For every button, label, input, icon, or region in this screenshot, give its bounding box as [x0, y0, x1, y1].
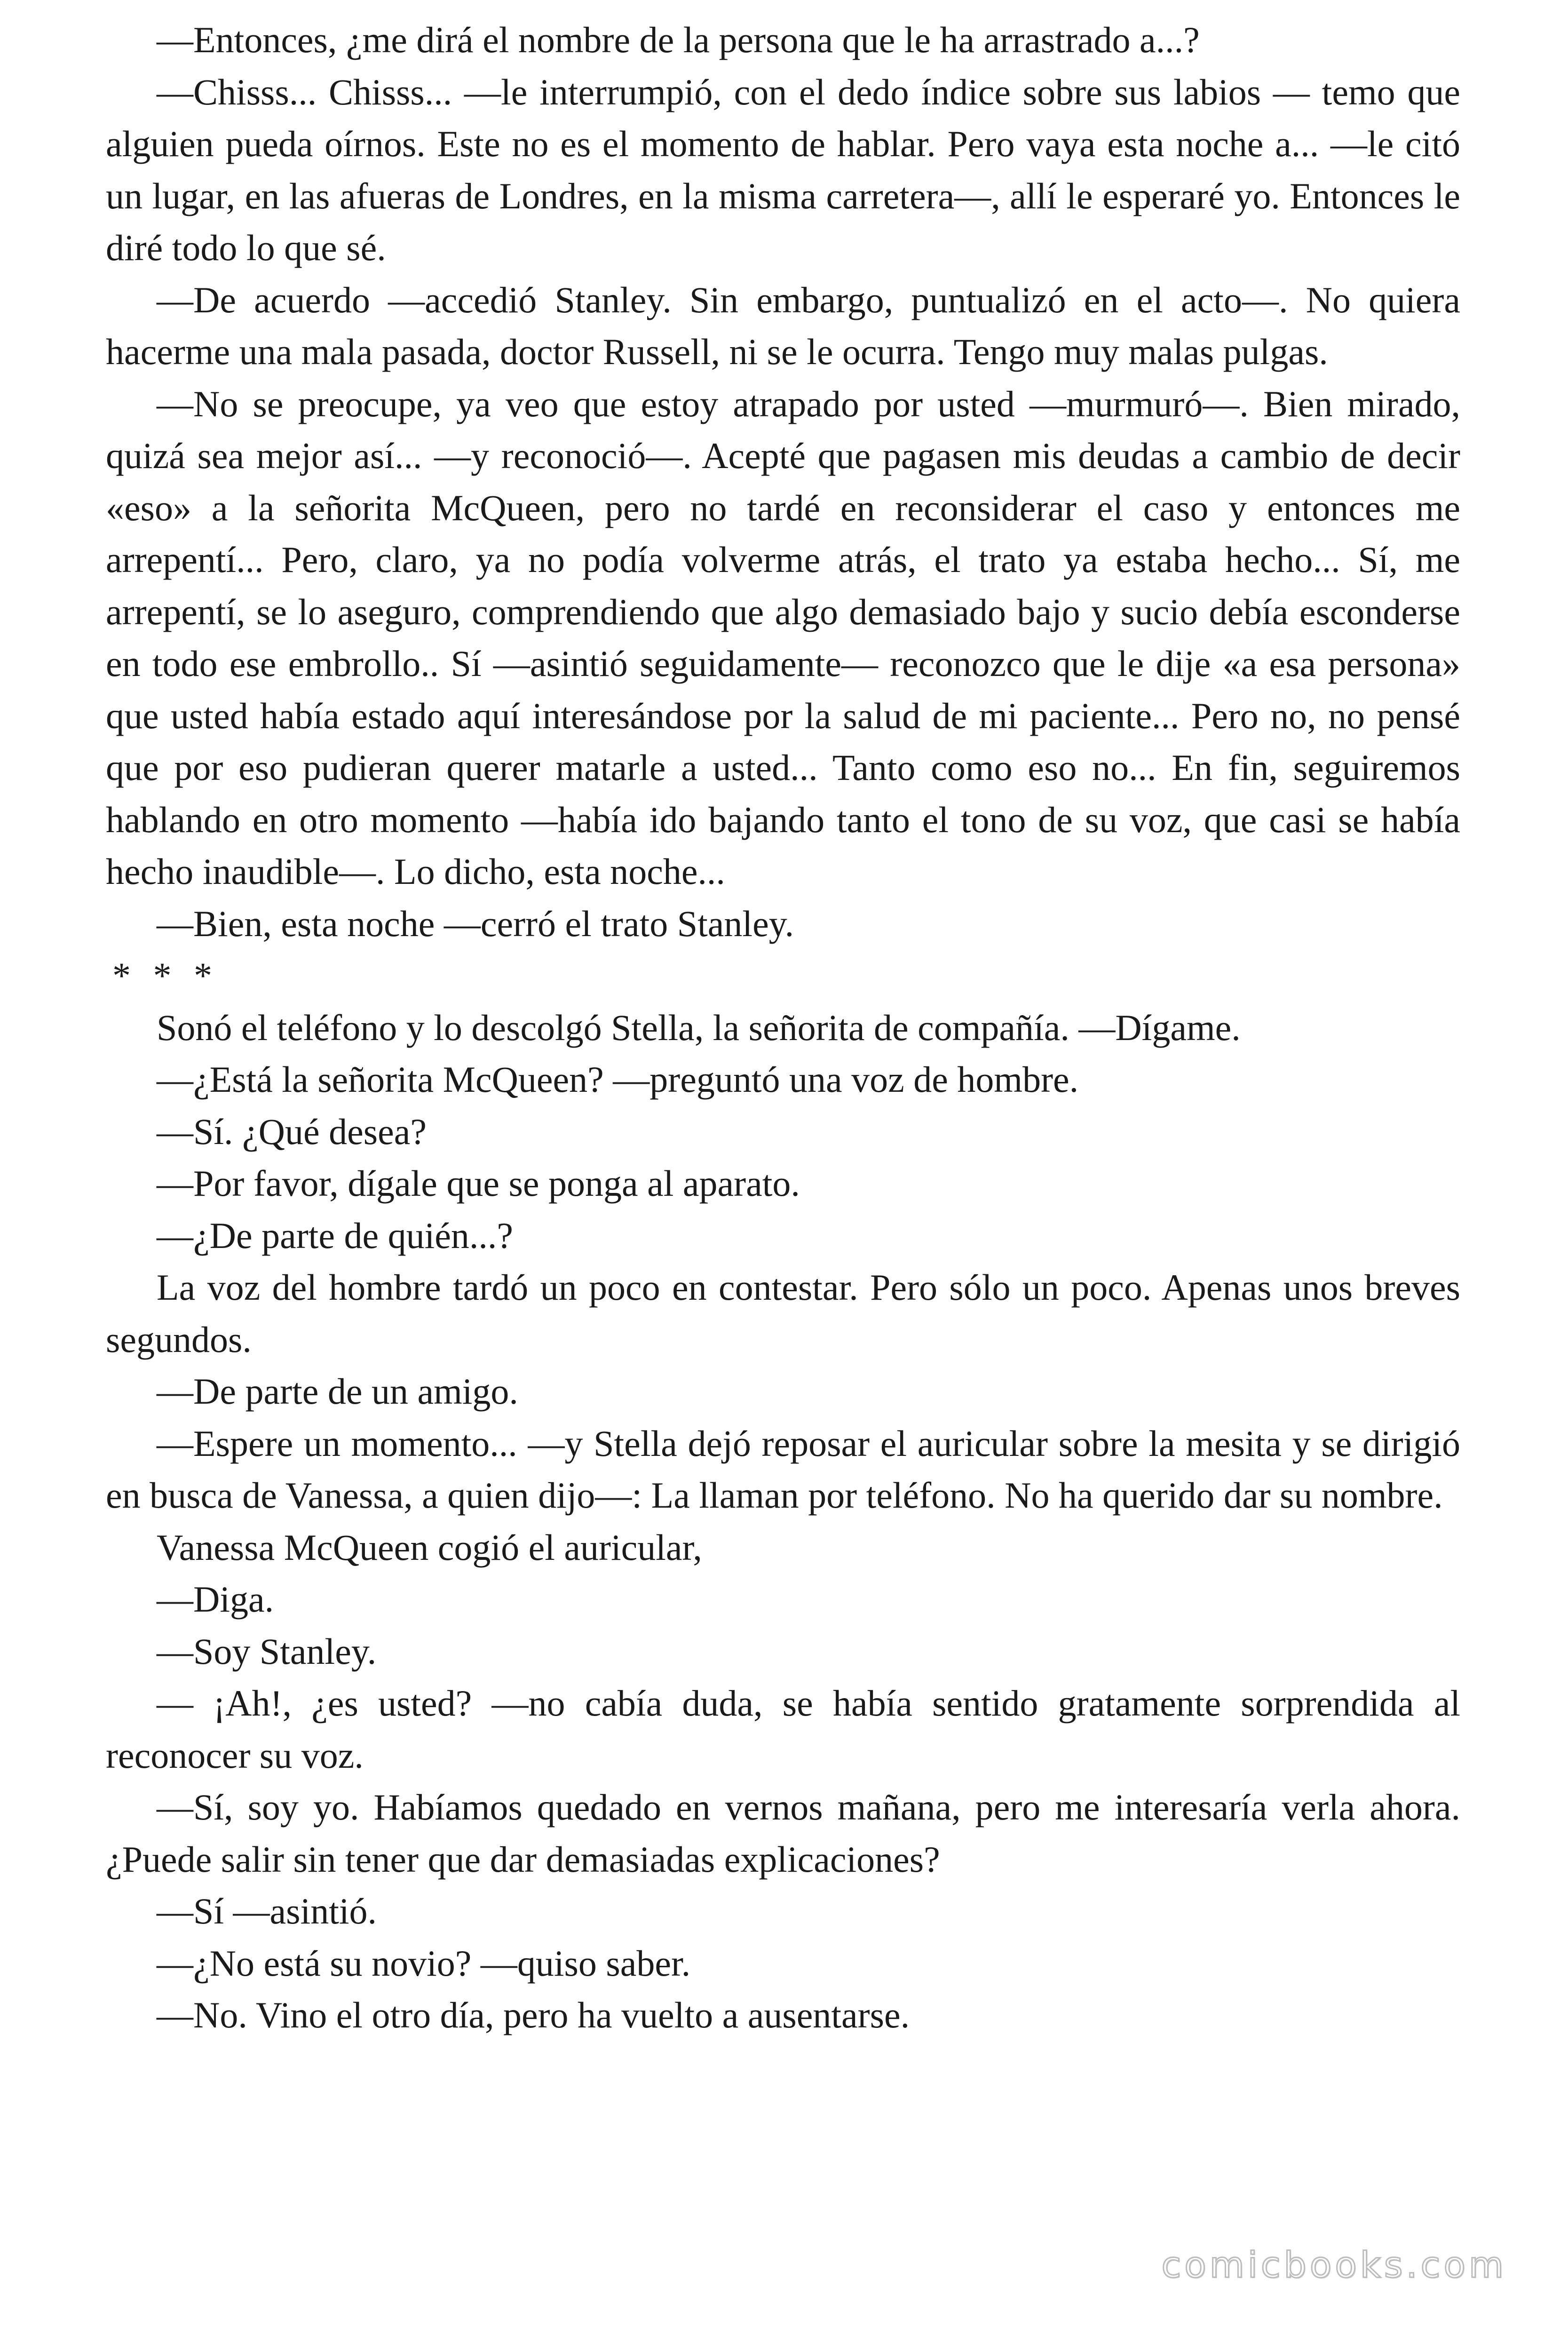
paragraph: —Entonces, ¿me dirá el nombre de la persona que le ha arrastrado a...?: [157, 19, 1200, 60]
paragraph: —Sí —asintió.: [157, 1891, 377, 1931]
watermark: comicbooks.com: [1161, 2244, 1507, 2286]
page-body: [106, 14, 1460, 2042]
paragraph: —¿Está la señorita McQueen? —preguntó una voz de hombre.: [157, 1059, 1079, 1100]
section-separator: * * *: [112, 955, 219, 996]
paragraph: Vanessa McQueen cogió el auricular,: [157, 1526, 702, 1568]
paragraph: —No. Vino el otro día, pero ha vuelto a ausentarse.: [157, 1994, 910, 2035]
paragraph: —Sí. ¿Qué desea?: [157, 1111, 427, 1152]
paragraph: —Soy Stanley.: [157, 1630, 377, 1672]
paragraph: —De acuerdo —accedió Stanley. Sin embargo, puntualizó en el acto—. No quiera hacerme una mala pasada, doctor Russell, ni se le ocurra. Tengo muy malas pulgas.: [106, 279, 1460, 372]
paragraph: La voz del hombre tardó un poco en contestar. Pero sólo un poco. Apenas unos breves segundos.: [106, 1267, 1460, 1360]
paragraph: —¿De parte de quién...?: [157, 1215, 513, 1256]
paragraph: — ¡Ah!, ¿es usted? —no cabía duda, se había sentido gratamente sorprendida al reconocer su voz.: [106, 1683, 1460, 1776]
paragraph: —¿No está su novio? —quiso saber.: [157, 1942, 691, 1984]
paragraph: —Espere un momento... —y Stella dejó reposar el auricular sobre la mesita y se dirigió en busca de Vanessa, a quien dijo—: La llaman por teléfono. No ha querido dar su nombre.: [106, 1422, 1460, 1516]
paragraph: Sonó el teléfono y lo descolgó Stella, la señorita de compañía. —Dígame.: [157, 1007, 1241, 1048]
paragraph: —Diga.: [157, 1579, 274, 1620]
paragraph: —Chisss... Chisss... —le interrumpió, con el dedo índice sobre sus labios — temo que alguien pueda oírnos. Este no es el momento de hablar. Pero vaya esta noche a... —le citó un lugar, en las afueras de Londres, en la misma carretera—, allí le esperaré yo. Entonces le diré todo lo que sé.: [106, 71, 1460, 268]
paragraph: —Sí, soy yo. Habíamos quedado en vernos mañana, pero me interesaría verla ahora. ¿Puede salir sin tener que dar demasiadas explicaciones?: [106, 1787, 1460, 1880]
paragraph: —Por favor, dígale que se ponga al aparato.: [157, 1163, 800, 1204]
paragraph: —Bien, esta noche —cerró el trato Stanley.: [157, 903, 794, 944]
paragraph: —No se preocupe, ya veo que estoy atrapado por usted —murmuró—. Bien mirado, quizá sea mejor así... —y reconoció—. Acepté que pagasen mis deudas a cambio de decir «eso» a la señorita McQueen, pero no tardé en reconsiderar el caso y entonces me arrepentí... Pero, claro, ya no podía volverme atrás, el trato ya estaba hecho... Sí, me arrepentí, se lo aseguro, comprendiendo que algo demasiado bajo y sucio debía esconderse en todo ese embrollo.. Sí —asintió seguidamente— reconozco que le dije «a esa persona» que usted había estado aquí interesándose por la salud de mi paciente... Pero no, no pensé que por eso pudieran querer matarle a usted... Tanto como eso no... En fin, seguiremos hablando en otro momento —había ido bajando tanto el tono de su voz, que casi se había hecho inaudible—. Lo dicho, esta noche...: [106, 383, 1460, 892]
paragraph: —De parte de un amigo.: [157, 1371, 518, 1412]
